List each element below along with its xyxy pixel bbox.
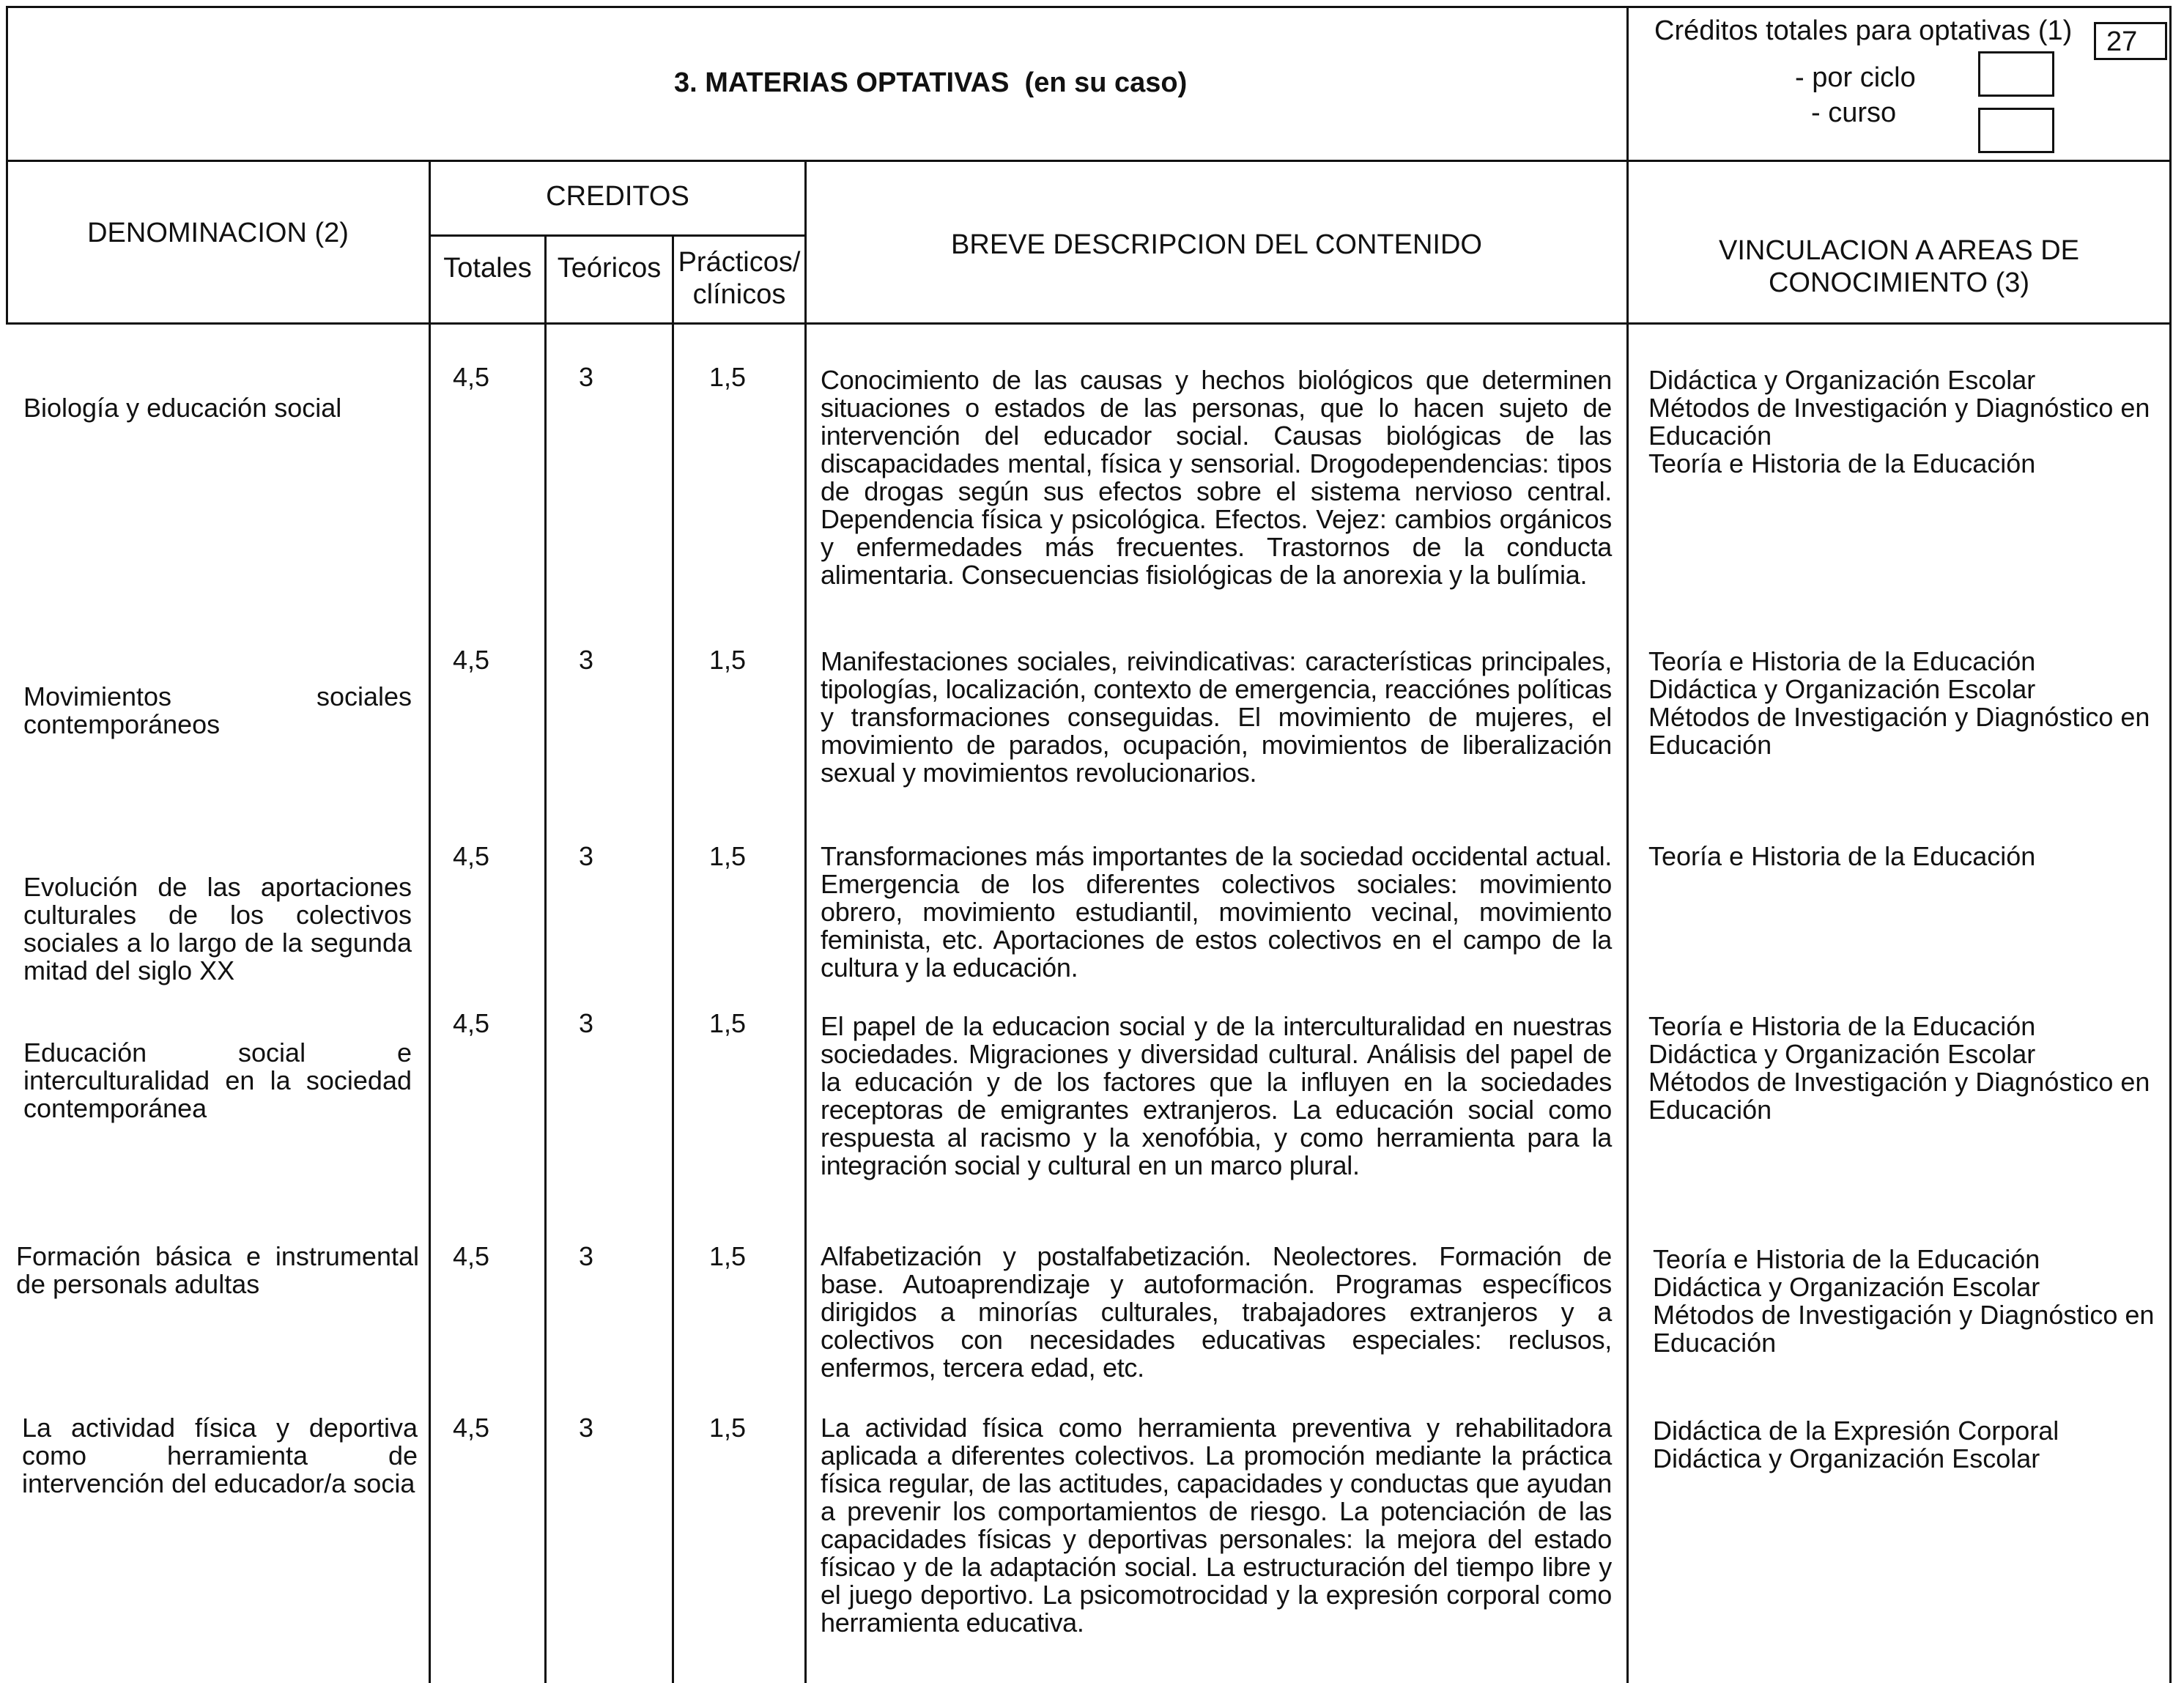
por-ciclo-box [1978, 51, 2054, 97]
col-header-creditos: CREDITOS [546, 181, 689, 212]
row-6-descripcion: La actividad física como herramienta preventiva y rehabilitadora aplicada a diferentes colectivos. La promoción mediante la práctica física regular, de las actitudes, capacidades y conductas que ayudan a prevenir los comportamientos de riesgo. La potenciación de las capacidades físicas y deportivas personales: la mejora del estado físicao y de la adaptación social. La estructuración del tiempo libre y el juego deportivo. La psicomotrocidad y la expresión corporal como herramienta educativa. [821, 1413, 1612, 1638]
row-5-descripcion: Alfabetización y postalfabetización. Neolectores. Formación de base. Autoaprendizaje y autoformación. Programas específicos dirigidos a minorías culturales, trabajadores extranjeros y a colectivos con necesidades educativas especiales: reclusos, enfermos, tercera edad, etc. [821, 1241, 1612, 1383]
row-4-totales: 4,5 [453, 1008, 490, 1038]
left-border [6, 6, 8, 322]
row-1-practicos: 1,5 [709, 362, 747, 392]
header-divider [6, 160, 2172, 162]
col-header-vinculacion-line1: VINCULACION A AREAS DE [1718, 235, 2080, 266]
col-header-descripcion: BREVE DESCRIPCION DEL CONTENIDO [951, 229, 1482, 260]
row-6-areas: Didáctica de la Expresión Corporal Didáctica y Organización Escolar [1653, 1416, 2059, 1473]
top-border [6, 6, 2172, 8]
row-3-areas: Teoría e Historia de la Educación [1648, 841, 2036, 871]
credits-total-label: Créditos totales para optativas (1) [1654, 15, 2073, 46]
columns-divider [6, 322, 2172, 325]
col-header-practicos-line2: clínicos [692, 279, 786, 310]
row-6-teoricos: 3 [579, 1413, 594, 1443]
row-2-totales: 4,5 [453, 645, 490, 675]
row-2-descripcion: Manifestaciones sociales, reivindicativas: características principales, tipologías, localización, contexto de emergencia, reacciónes políticas y transformaciones conseguidas. El movimiento de mujeres, el movimiento de parados, ocupación, movimientos de liberalización sexual y movimientos revolucionarios. [821, 646, 1612, 788]
row-5-denominacion: Formación básica e instrumental de personals adultas [16, 1241, 419, 1299]
row-2-areas: Teoría e Historia de la Educación Didáctica y Organización Escolar Métodos de Investigación y Diagnóstico en Educación [1648, 646, 2150, 760]
row-1-areas: Didáctica y Organización Escolar Métodos de Investigación y Diagnóstico en Educación Teoría e Historia de la Educación [1648, 365, 2150, 478]
row-6-denominacion: La actividad física y deportiva como herramienta de intervención del educador/a socia [22, 1413, 418, 1498]
row-4-denominacion: Educación social e interculturalidad en la sociedad contemporánea [23, 1037, 412, 1123]
por-ciclo-label: - por ciclo [1795, 62, 1916, 93]
row-4-practicos: 1,5 [709, 1008, 747, 1038]
row-4-teoricos: 3 [579, 1008, 594, 1038]
credits-total-box [2094, 22, 2167, 60]
section-title: 3. MATERIAS OPTATIVAS (en su caso) [674, 67, 1188, 98]
row-1-totales: 4,5 [453, 362, 490, 392]
creditos-divider [429, 234, 806, 237]
row-5-teoricos: 3 [579, 1241, 594, 1271]
row-5-practicos: 1,5 [709, 1241, 747, 1271]
row-5-totales: 4,5 [453, 1241, 490, 1271]
row-3-practicos: 1,5 [709, 841, 747, 871]
row-1-teoricos: 3 [579, 362, 594, 392]
curso-box [1978, 108, 2054, 153]
row-4-areas: Teoría e Historia de la Educación Didáctica y Organización Escolar Métodos de Investigación y Diagnóstico en Educación [1648, 1011, 2150, 1125]
row-2-teoricos: 3 [579, 645, 594, 675]
row-6-practicos: 1,5 [709, 1413, 747, 1443]
row-3-totales: 4,5 [453, 841, 490, 871]
col-header-totales: Totales [443, 253, 532, 284]
row-2-practicos: 1,5 [709, 645, 747, 675]
row-3-teoricos: 3 [579, 841, 594, 871]
curso-label: - curso [1811, 97, 1897, 128]
row-3-denominacion: Evolución de las aportaciones culturales de los colectivos sociales a lo largo de la segunda mitad del siglo XX [23, 872, 412, 985]
row-1-descripcion: Conocimiento de las causas y hechos biológicos que determinen situaciones o estados de las personas, que lo hacen sujeto de intervención del educador social. Causas biológicas de las discapacidades mental, física y sensorial. Drogodependencias: tipos de drogas según sus efectos sobre el sistema nervioso central. Dependencia física y psicológica. Efectos. Vejez: cambios orgánicos y enfermedades más frecuentes. Trastornos de la conducta alimentaria. Consecuencias fisiológicas de la anorexia y la bulímia. [821, 365, 1612, 590]
row-5-areas: Teoría e Historia de la Educación Didáctica y Organización Escolar Métodos de Investigación y Diagnóstico en Educación [1653, 1244, 2155, 1358]
col-practicos-vline [804, 160, 807, 1683]
col-header-denominacion: DENOMINACION (2) [87, 218, 349, 248]
col-header-practicos-line1: Prácticos/ [678, 247, 801, 278]
row-6-totales: 4,5 [453, 1413, 490, 1443]
col-header-vinculacion-line2: CONOCIMIENTO (3) [1768, 267, 2030, 298]
row-3-descripcion: Transformaciones más importantes de la sociedad occidental actual. Emergencia de los diferentes colectivos sociales: movimiento obrero, movimiento estudiantil, movimiento vecinal, movimiento feminista, etc. Aportaciones de estos colectivos en el campo de la cultura y la educación. [821, 841, 1612, 983]
row-4-descripcion: El papel de la educacion social y de la interculturalidad en nuestras sociedades. Migraciones y diversidad cultural. Análisis del papel de la educación y de los factores que la influyen en la sociedades receptoras de emigrantes extranjeros. La educación social como respuesta al racismo y la xenofóbia, y como herramienta para la integración social y cultural en un marco plural. [821, 1011, 1612, 1180]
credits-total-value: 27 [2106, 26, 2138, 57]
row-2-denominacion: Movimientos sociales contemporáneos [23, 681, 412, 739]
col-teoricos-vline [672, 234, 674, 1683]
row-1-denominacion: Biología y educación social [23, 393, 342, 423]
col-totales-vline [544, 234, 547, 1683]
col-denominacion-vline [429, 160, 431, 1683]
col-header-teoricos: Teóricos [557, 253, 662, 284]
